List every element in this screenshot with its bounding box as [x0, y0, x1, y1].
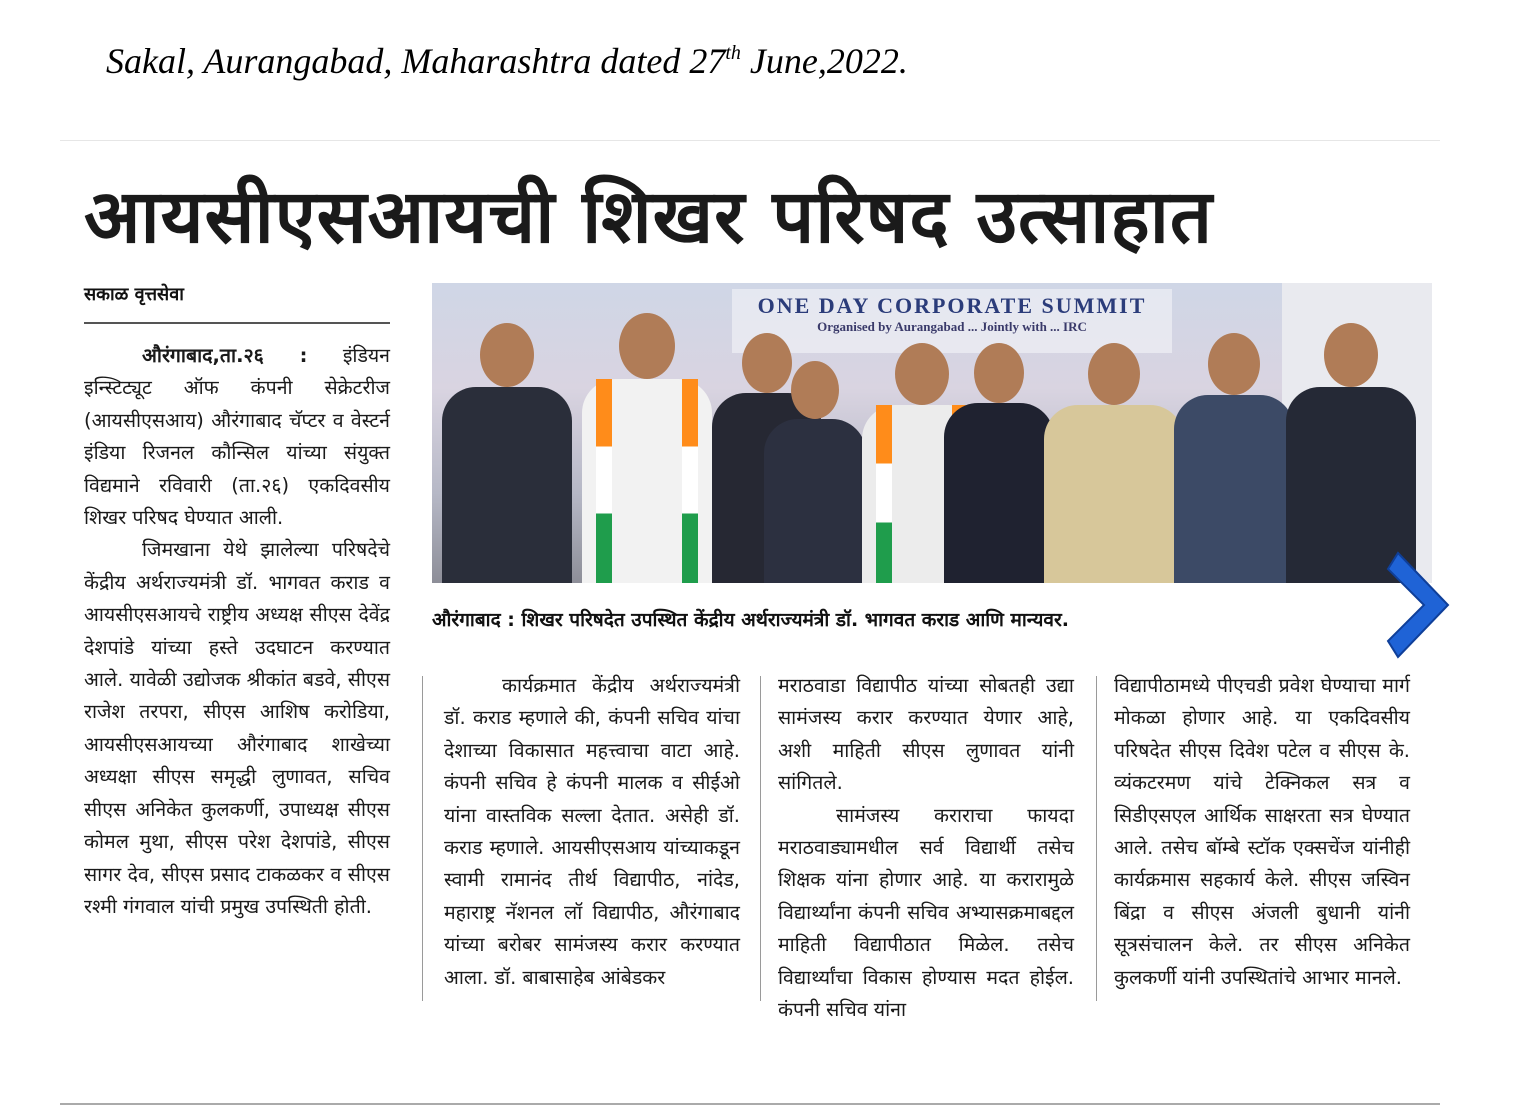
column-2-paragraph: कार्यक्रमात केंद्रीय अर्थराज्यमंत्री डॉ. कराड म्हणाले की, कंपनी सचिव यांचा देशाच्या विकासात महत्त्वाचा वाटा आहे. कंपनी सचिव हे कंपनी मालक व सीईओ यांना वास्तविक सल्ला देतात. असेही डॉ. कराड म्हणाले. आयसीएसआय यांच्याकडून स्वामी रामानंद तीर्थ विद्यापीठ, नांदेड, महाराष्ट्र नॅशनल लॉ विद्यापीठ, औरंगाबाद यांच्या बरोबर सामंजस्य करार करण्यात आला. डॉ. बाबासाहेब आंबेडकर	[444, 674, 740, 989]
person-head	[974, 343, 1024, 403]
event-photo	[432, 283, 1432, 583]
column-1-paragraph-1	[84, 340, 390, 534]
article-headline: आयसीएसआयची शिखर परिषद उत्साहात	[84, 174, 1214, 260]
person-body	[442, 387, 572, 583]
column-3-paragraph-2: सामंजस्य कराराचा फायदा मराठवाड्यामधील सर्व विद्यार्थी तसेच शिक्षक यांना होणार आहे. या करारामुळे विद्यार्थ्यांना कंपनी सचिव अभ्यासक्रमाबद्दल माहिती विद्यापीठात मिळेल. तसेच विद्यार्थ्यांचा विकास होण्यास मदत होईल. कंपनी सचिव यांना	[778, 803, 1074, 1022]
column-4-paragraph: विद्यापीठामध्ये पीएचडी प्रवेश घेण्याचा मार्ग मोकळा होणार आहे. या एकदिवसीय परिषदेत सीएस दिवेश पटेल व सीएस के. व्यंकटरमण यांचे टेक्निकल सत्र व सिडीएसएल आर्थिक साक्षरता सत्र घेण्यात आले. तसेच बॉम्बे स्टॉक एक्सचेंज यांनीही कार्यक्रमास सहकार्य केले. सीएस जस्विन बिंद्रा व सीएस अंजली बुधानी यांनी सूत्रसंचालन केले. तर सीएस अनिकेत कुलकर्णी यांनी उपस्थितांचे आभार मानले.	[1114, 674, 1410, 989]
photo-banner-subtitle: Organised by Aurangabad ... Jointly with ... IRC	[817, 319, 1087, 334]
article-column-2	[444, 670, 740, 994]
chevron-right-shape	[1388, 553, 1448, 657]
person-head	[480, 323, 534, 387]
person-body	[764, 419, 866, 583]
source-ordinal: th	[725, 42, 741, 64]
photo-person	[582, 313, 712, 583]
photo-person	[944, 343, 1054, 583]
article-byline: सकाळ वृत्तसेवा	[84, 284, 184, 305]
person-body	[944, 403, 1054, 583]
column-1-paragraph-1-text: इंडियन इन्स्टिट्यूट ऑफ कंपनी सेक्रेटरीज (आयसीएसआय) औरंगाबाद चॅप्टर व वेस्टर्न इंडिया रिजनल कौन्सिल यांच्या संयुक्त विद्यमाने रविवारी (ता.२६) एकदिवसीय शिखर परिषद घेण्यात आली.	[84, 344, 391, 530]
newspaper-clipping	[60, 140, 1440, 1105]
photo-caption: औरंगाबाद : शिखर परिषदेत उपस्थित केंद्रीय अर्थराज्यमंत्री डॉ. भागवत कराड आणि मान्यवर.	[432, 609, 1069, 631]
person-head	[895, 343, 949, 405]
column-1-paragraph-2: जिमखाना येथे झालेल्या परिषदेचे केंद्रीय अर्थराज्यमंत्री डॉ. भागवत कराड व आयसीएसआयचे राष्ट्रीय अध्यक्ष सीएस देवेंद्र देशपांडे यांच्या हस्ते उदघाटन करण्यात आले. यावेळी उद्योजक श्रीकांत बडवे, सीएस राजेश तरपरा, सीएस आशिष करोडिया, आयसीएसआयच्या औरंगाबाद शाखेच्या अध्यक्षा सीएस समृद्धी लुणावत, सचिव सीएस अनिकेत कुलकर्णी, उपाध्यक्ष सीएस कोमल मुथा, सीएस परेश देशपांडे, सीएस सागर देव, सीएस प्रसाद टाकळकर व सीएस रश्मी गंगवाल यांची प्रमुख उपस्थिती होती.	[84, 538, 390, 918]
chevron-right-icon[interactable]	[1386, 545, 1456, 665]
column-divider	[760, 676, 761, 1001]
photo-person	[442, 323, 572, 583]
byline-rule	[84, 322, 390, 324]
photo-person	[1174, 333, 1294, 583]
person-body	[582, 379, 712, 583]
article-column-1	[84, 340, 390, 923]
article-dateline: औरंगाबाद,ता.२६ :	[142, 344, 308, 367]
column-3-paragraph-1: मराठवाडा विद्यापीठ यांच्या सोबतही उद्या सामंजस्य करार करण्यात येणार आहे, अशी माहिती सीएस लुणावत यांनी सांगितले.	[778, 674, 1074, 795]
person-head	[791, 361, 839, 419]
clipping-top-border	[60, 140, 1440, 141]
person-head	[1324, 323, 1378, 387]
source-citation	[106, 40, 908, 82]
photo-person	[764, 361, 866, 583]
person-head	[1088, 343, 1140, 405]
person-body	[1174, 395, 1294, 583]
person-body	[1044, 405, 1184, 583]
source-suffix: June,2022.	[740, 41, 908, 81]
person-head	[619, 313, 675, 379]
person-head	[1208, 333, 1260, 395]
article-column-4	[1114, 670, 1410, 994]
source-prefix: Sakal, Aurangabad, Maharashtra dated 27	[106, 41, 726, 81]
person-stole	[596, 379, 612, 583]
photo-person	[1286, 323, 1416, 583]
person-stole	[876, 405, 892, 583]
clipping-bottom-border	[60, 1103, 1440, 1105]
photo-banner-title: ONE DAY CORPORATE SUMMIT	[757, 293, 1147, 318]
person-stole	[682, 379, 698, 583]
column-divider	[422, 676, 423, 1001]
column-divider	[1096, 676, 1097, 1001]
article-column-3	[778, 670, 1074, 1026]
photo-person	[1044, 343, 1184, 583]
